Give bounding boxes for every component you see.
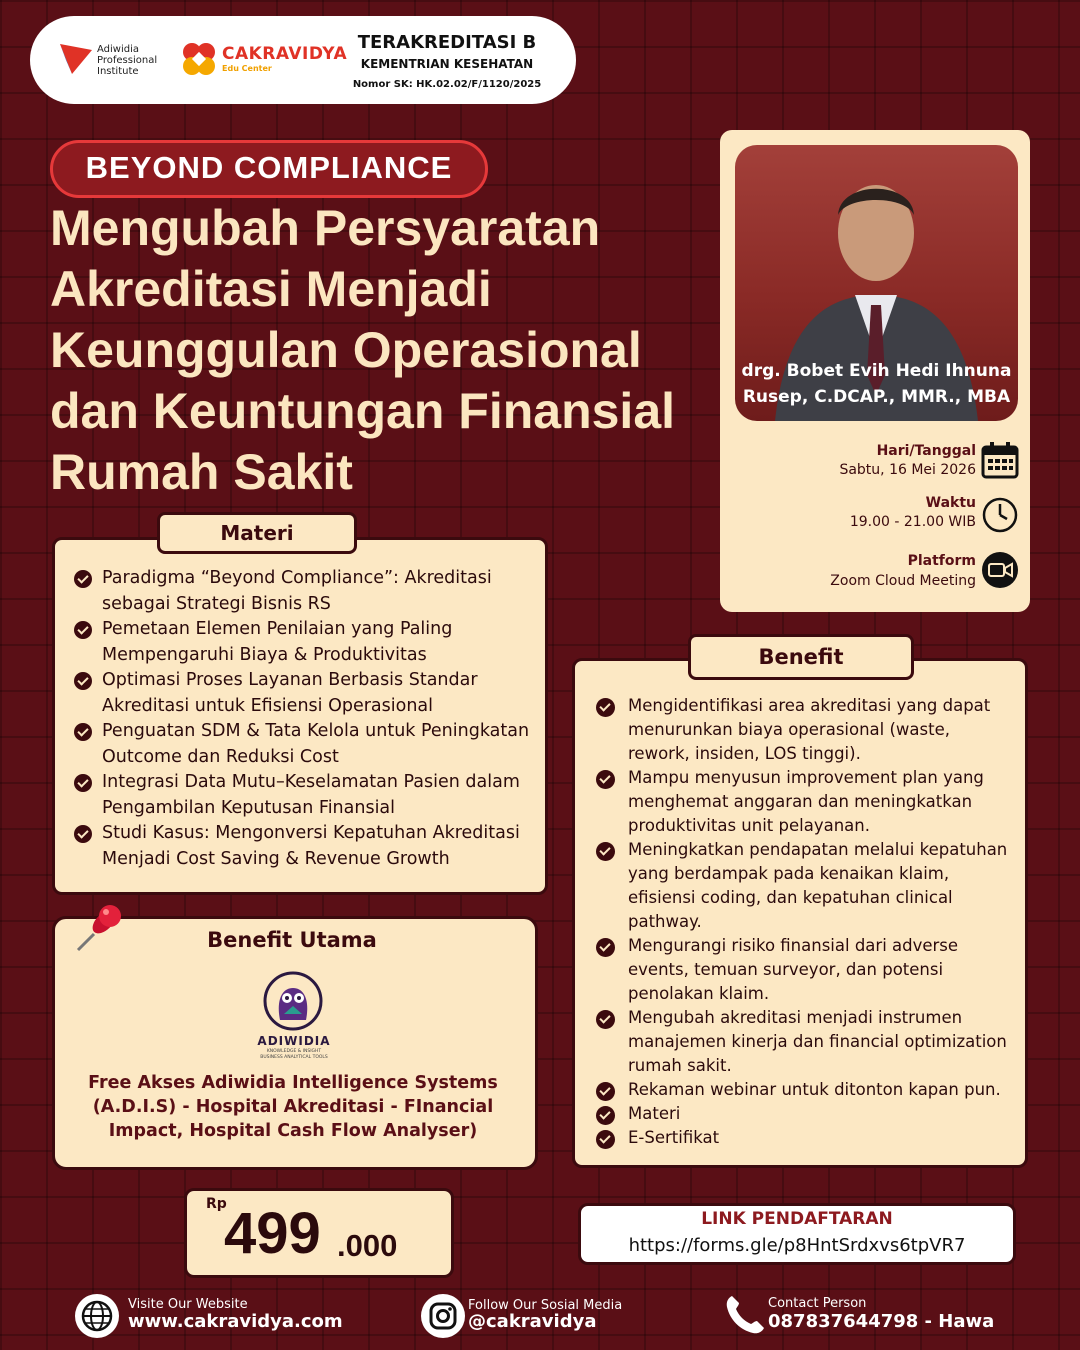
title-line: Rumah Sakit: [50, 444, 353, 500]
adiwidia-logo-tagline: KNOWLEDGE & INSIGHT BUSINESS ANALYTICAL TOOLS: [260, 1049, 328, 1060]
cakravidya-subtitle: Edu Center: [222, 64, 272, 73]
time-label: Waktu: [925, 495, 976, 511]
adiwidia-owl-logo: [262, 970, 324, 1032]
check-icon: [74, 825, 92, 843]
check-icon: [74, 570, 92, 588]
accreditation-ministry: KEMENTRIAN KESEHATAN: [360, 57, 534, 71]
list-item: Materi: [596, 1102, 1012, 1126]
price-currency: Rp: [206, 1196, 227, 1212]
check-icon: [74, 621, 92, 639]
materi-title: Materi: [157, 512, 357, 554]
website-link[interactable]: www.cakravidya.com: [128, 1311, 343, 1332]
beyond-compliance-text: BEYOND COMPLIANCE: [85, 150, 453, 185]
benefit-utama-title: Benefit Utama: [207, 928, 377, 952]
check-icon: [596, 842, 615, 861]
list-item: Mengubah akreditasi menjadi instrumen manajemen kinerja dan financial optimization rumah sakit.: [596, 1006, 1012, 1078]
accreditation-sk-number: Nomor SK: HK.02.02/F/1120/2025: [352, 79, 542, 90]
benefit-list: [596, 694, 1012, 1150]
list-item: E-Sertifikat: [596, 1126, 1012, 1150]
benefit-title: Benefit: [688, 634, 914, 680]
title-line: Keunggulan Operasional: [50, 322, 642, 378]
list-item: Optimasi Proses Layanan Berbasis Standar Akreditasi untuk Efisiensi Operasional: [74, 668, 544, 719]
list-item: Integrasi Data Mutu–Keselamatan Pasien dalam Pengambilan Keputusan Finansial: [74, 770, 544, 821]
adiwidia-logo-text: Adiwidia Professional Institute: [97, 44, 158, 77]
time-value: 19.00 - 21.00 WIB: [849, 514, 976, 530]
list-item: Mengurangi risiko finansial dari adverse events, temuan surveyor, dan potensi penolakan klaim.: [596, 934, 1012, 1006]
social-label: Follow Our Sosial Media: [468, 1298, 623, 1313]
list-item: Mengidentifikasi area akreditasi yang dapat menurunkan biaya operasional (waste, rework, insiden, LOS tinggi).: [596, 694, 1012, 766]
check-icon: [596, 1130, 615, 1149]
check-icon: [596, 1106, 615, 1125]
list-item: Paradigma “Beyond Compliance”: Akreditasi sebagai Strategi Bisnis RS: [74, 566, 544, 617]
website-label: Visite Our Website: [128, 1297, 248, 1312]
registration-title: LINK PENDAFTARAN: [701, 1209, 893, 1229]
check-icon: [596, 938, 615, 957]
check-icon: [74, 723, 92, 741]
list-item: Pemetaan Elemen Penilaian yang Paling Mempengaruhi Biaya & Produktivitas: [74, 617, 544, 668]
benefit-utama-description: Free Akses Adiwidia Intelligence Systems (A.D.I.S) - Hospital Akreditasi - FInancial Impact, Hospital Cash Flow Analyser): [88, 1073, 498, 1141]
phone-icon: [722, 1292, 768, 1338]
list-item: Meningkatkan pendapatan melalui kepatuhan yang berdampak pada kenaikan klaim, efisiensi coding, dan kepatuhan clinical pathway.: [596, 838, 1012, 934]
contact-label: Contact Person: [768, 1296, 867, 1311]
speaker-name: drg. Bobet Evih Hedi Ihnuna Rusep, C.DCAP., MMR., MBA: [741, 361, 1012, 407]
check-icon: [596, 770, 615, 789]
price-decimal: .000: [337, 1228, 398, 1263]
registration-link[interactable]: https://forms.gle/p8HntSrdxvs6tpVR7: [628, 1235, 966, 1256]
calendar-icon: [981, 441, 1019, 479]
accreditation-title: TERAKREDITASI B: [357, 32, 537, 53]
title-line: dan Keuntungan Finansial: [50, 383, 676, 439]
adiwidia-logo-name: ADIWIDIA: [257, 1034, 331, 1048]
contact-phone[interactable]: 087837644798 - Hawa: [768, 1311, 995, 1332]
list-item: Studi Kasus: Mengonversi Kepatuhan Akreditasi Menjadi Cost Saving & Revenue Growth: [74, 821, 544, 872]
adiwidia-logo: [58, 40, 94, 76]
title-line: Akreditasi Menjadi: [50, 261, 492, 317]
date-label: Hari/Tanggal: [876, 443, 976, 459]
date-value: Sabtu, 16 Mei 2026: [839, 462, 976, 478]
check-icon: [596, 1010, 615, 1029]
cakravidya-name: CAKRAVIDYA: [222, 44, 348, 64]
check-icon: [596, 698, 615, 717]
globe-icon: [74, 1293, 120, 1339]
check-icon: [596, 1082, 615, 1101]
clock-icon: [981, 496, 1019, 534]
price-main: 499: [224, 1201, 321, 1266]
materi-list: [74, 566, 544, 872]
video-camera-icon: [981, 551, 1019, 589]
list-item: Rekaman webinar untuk ditonton kapan pun.: [596, 1078, 1012, 1102]
list-item: Penguatan SDM & Tata Kelola untuk Peningkatan Outcome dan Reduksi Cost: [74, 719, 544, 770]
cakravidya-logo: [180, 40, 218, 78]
page-title: [50, 198, 690, 503]
check-icon: [74, 672, 92, 690]
check-icon: [74, 774, 92, 792]
platform-label: Platform: [907, 553, 976, 569]
platform-value: Zoom Cloud Meeting: [830, 573, 976, 589]
instagram-icon: [420, 1293, 466, 1339]
title-line: Mengubah Persyaratan: [50, 200, 601, 256]
social-handle[interactable]: @cakravidya: [468, 1311, 597, 1332]
list-item: Mampu menyusun improvement plan yang menghemat anggaran dan meningkatkan produktivitas unit pelayanan.: [596, 766, 1012, 838]
